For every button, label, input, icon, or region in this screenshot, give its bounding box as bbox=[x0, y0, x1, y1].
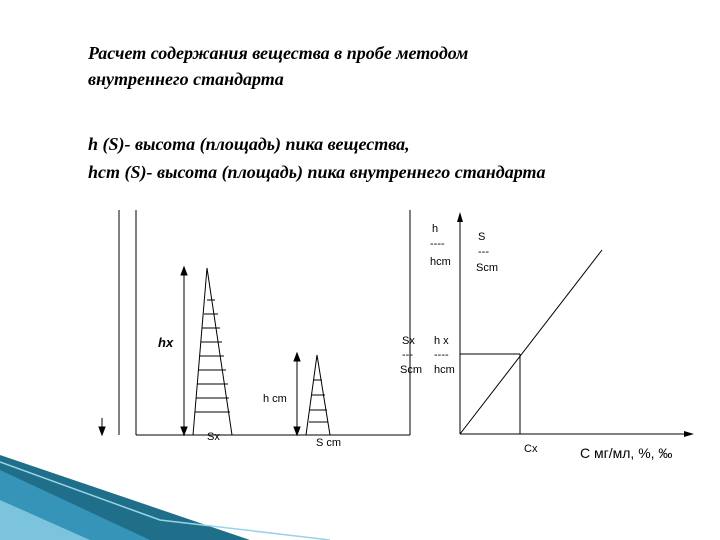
ratio-h-over-hcm bbox=[430, 223, 451, 268]
ratio-sx-over-scm bbox=[400, 335, 422, 376]
svg-text:h: h bbox=[432, 223, 439, 235]
svg-text:----: ---- bbox=[434, 349, 449, 361]
svg-text:hcm: hcm bbox=[434, 364, 455, 376]
ratio-s-over-scm bbox=[476, 231, 498, 274]
hcm-arrow-up bbox=[294, 353, 300, 361]
standard-peak-hatching bbox=[309, 380, 328, 422]
svg-text:Scm: Scm bbox=[476, 262, 498, 274]
hcm-label: h cm bbox=[263, 393, 287, 405]
hx-arrow-down bbox=[181, 427, 187, 435]
scm-label: S cm bbox=[316, 437, 342, 449]
cx-label: Cx bbox=[524, 443, 538, 455]
calibration-x-arrow bbox=[684, 431, 694, 437]
decorative-ribbon bbox=[0, 455, 330, 540]
sx-label: Sx bbox=[207, 431, 220, 443]
svg-text:----: ---- bbox=[430, 238, 445, 250]
ratio-hx-over-hcm bbox=[434, 335, 455, 376]
hx-label: hx bbox=[158, 335, 174, 350]
definition-peak-substance: h (S)- высота (площадь) пика вещества, bbox=[88, 134, 410, 154]
hx-arrow-up bbox=[181, 267, 187, 275]
svg-text:S: S bbox=[478, 231, 486, 243]
title-line-2: внутреннего стандарта bbox=[88, 69, 284, 89]
svg-text:h x: h x bbox=[434, 335, 449, 347]
calibration-graph bbox=[457, 212, 694, 437]
calibration-line bbox=[460, 250, 602, 434]
svg-text:Sx: Sx bbox=[402, 335, 415, 347]
injection-arrow-icon bbox=[99, 427, 105, 435]
calibration-y-arrow bbox=[457, 212, 463, 222]
svg-text:Scm: Scm bbox=[400, 364, 422, 376]
svg-text:hcm: hcm bbox=[430, 256, 451, 268]
title-line-1: Расчет содержания вещества в пробе методом bbox=[88, 43, 469, 63]
sample-peak-hatching bbox=[195, 300, 230, 412]
x-axis-label: C мг/мл, %, ‰ bbox=[580, 445, 673, 461]
chromatogram bbox=[99, 210, 410, 435]
svg-text:---: --- bbox=[402, 349, 413, 361]
definition-peak-standard: hcm (S)- высота (площадь) пика внутреннего стандарта bbox=[88, 162, 546, 182]
sample-peak bbox=[193, 268, 232, 435]
svg-text:---: --- bbox=[478, 246, 489, 258]
hcm-arrow-down bbox=[294, 427, 300, 435]
